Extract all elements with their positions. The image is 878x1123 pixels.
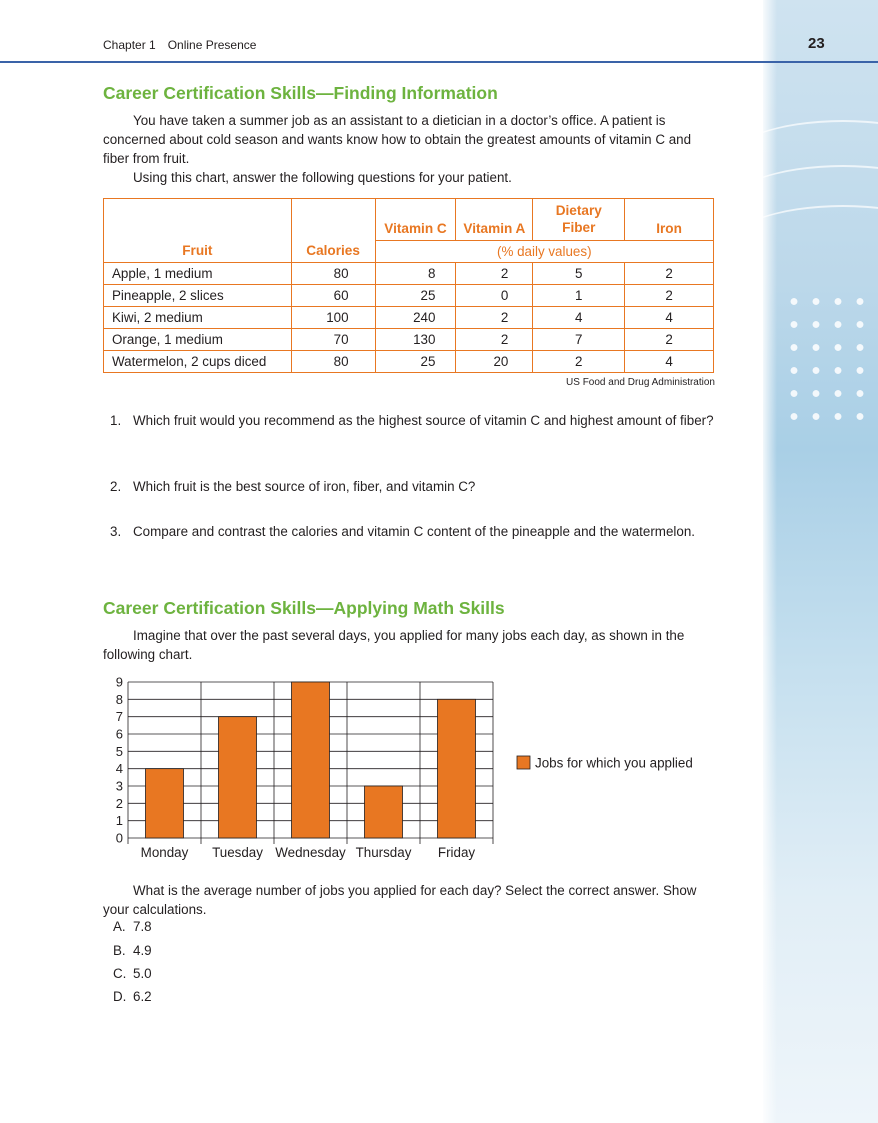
answer-option-a[interactable]	[113, 919, 152, 934]
cell-vitamin-a: 2	[456, 307, 533, 329]
cell-iron: 4	[625, 307, 714, 329]
math-question-text: What is the average number of jobs you applied for each day? Select the correct answer. Show your calculations.	[103, 883, 697, 917]
intro-text: You have taken a summer job as an assistant to a dietician in a doctor’s office. A patient is concerned about cold season and wants know how to obtain the greatest amounts of vitamin C and fiber from fruit.	[103, 113, 692, 166]
cell-iron: 4	[625, 351, 714, 373]
cell-fiber: 7	[533, 329, 625, 351]
intro-paragraph	[103, 111, 718, 168]
question-2	[110, 477, 720, 496]
answer-option-c[interactable]	[113, 966, 152, 981]
cell-vitamin-c: 8	[375, 263, 456, 285]
x-axis-ticks	[141, 845, 476, 860]
col-header-fruit: Fruit	[104, 199, 292, 263]
answer-option-b[interactable]	[113, 943, 152, 958]
y-tick-label: 4	[115, 761, 123, 777]
cell-fiber: 1	[533, 285, 625, 307]
math-intro-paragraph	[103, 626, 718, 664]
question-text: Which fruit is the best source of iron, fiber, and vitamin C?	[133, 479, 476, 494]
y-tick-label: 9	[115, 674, 123, 690]
table-source-credit: US Food and Drug Administration	[566, 377, 715, 388]
question-number: 3.	[110, 524, 122, 539]
question-text: Compare and contrast the calories and vitamin C content of the pineapple and the watermelon.	[133, 524, 695, 539]
question-number: 2.	[110, 479, 122, 494]
y-tick-label: 6	[115, 726, 123, 742]
x-tick-label: Friday	[437, 845, 476, 860]
cell-vitamin-c: 25	[375, 351, 456, 373]
option-value: 6.2	[133, 989, 152, 1004]
y-tick-label: 2	[115, 795, 123, 811]
cell-vitamin-a: 2	[456, 263, 533, 285]
cell-vitamin-c: 25	[375, 285, 456, 307]
cell-fiber: 2	[533, 351, 625, 373]
math-intro-text: Imagine that over the past several days, you applied for many jobs each day, as shown in the following chart.	[103, 628, 685, 662]
y-tick-label: 7	[115, 709, 123, 725]
cell-vitamin-c: 130	[375, 329, 456, 351]
header-rule	[0, 61, 878, 63]
cell-fruit: Pineapple, 2 slices	[104, 285, 292, 307]
col-header-calories: Calories	[291, 199, 375, 263]
y-tick-label: 5	[115, 743, 123, 759]
bar-thursday	[365, 786, 403, 838]
jobs-bar-chart	[100, 672, 720, 864]
table-row	[104, 329, 714, 351]
answer-option-d[interactable]	[113, 989, 152, 1004]
option-value: 7.8	[133, 919, 152, 934]
cell-vitamin-a: 2	[456, 329, 533, 351]
cell-fiber: 5	[533, 263, 625, 285]
cell-calories: 70	[291, 329, 375, 351]
chapter-label: Chapter 1	[103, 38, 156, 52]
cell-iron: 2	[625, 285, 714, 307]
cell-fruit: Kiwi, 2 medium	[104, 307, 292, 329]
decorative-dots	[783, 290, 878, 420]
cell-calories: 80	[291, 351, 375, 373]
col-header-fiber-line-2: Fiber	[562, 220, 596, 235]
section-heading-applying-math-skills: Career Certification Skills—Applying Math Skills	[103, 598, 505, 618]
col-header-fiber-line-1: Dietary	[555, 203, 602, 218]
cell-vitamin-c: 240	[375, 307, 456, 329]
cell-iron: 2	[625, 329, 714, 351]
option-letter: D.	[113, 989, 127, 1004]
cell-fruit: Apple, 1 medium	[104, 263, 292, 285]
table-row	[104, 307, 714, 329]
question-1	[110, 411, 720, 430]
question-text: Which fruit would you recommend as the highest source of vitamin C and highest amount of fiber?	[133, 413, 714, 428]
x-tick-label: Thursday	[355, 845, 412, 860]
y-tick-label: 3	[115, 778, 123, 794]
col-header-iron: Iron	[625, 199, 714, 241]
table-row	[104, 351, 714, 373]
bar-friday	[438, 699, 476, 838]
cell-vitamin-a: 20	[456, 351, 533, 373]
y-tick-label: 8	[115, 691, 123, 707]
option-letter: B.	[113, 943, 126, 958]
cell-iron: 2	[625, 263, 714, 285]
daily-values-unit-label: (% daily values)	[375, 241, 713, 263]
x-tick-label: Wednesday	[275, 845, 346, 860]
option-letter: A.	[113, 919, 126, 934]
question-3	[110, 522, 720, 541]
x-tick-label: Tuesday	[212, 845, 263, 860]
chart-legend	[517, 756, 693, 771]
question-number: 1.	[110, 413, 122, 428]
cell-calories: 100	[291, 307, 375, 329]
y-tick-label: 0	[115, 830, 123, 846]
option-value: 4.9	[133, 943, 152, 958]
decorative-side-band	[763, 0, 878, 1123]
option-letter: C.	[113, 966, 127, 981]
nutrition-table	[103, 198, 714, 373]
col-header-vitamin-a: Vitamin A	[456, 199, 533, 241]
cell-fiber: 4	[533, 307, 625, 329]
instruction-text: Using this chart, answer the following questions for your patient.	[133, 170, 512, 185]
math-question-paragraph	[103, 881, 718, 919]
col-header-dietary-fiber	[533, 199, 625, 241]
section-label: Online Presence	[167, 38, 257, 52]
cell-fruit: Orange, 1 medium	[104, 329, 292, 351]
col-header-vitamin-c: Vitamin C	[375, 199, 456, 241]
cell-vitamin-a: 0	[456, 285, 533, 307]
decorative-swoosh	[763, 205, 878, 295]
bar-wednesday	[292, 682, 330, 838]
legend-swatch	[517, 756, 530, 769]
running-header	[103, 38, 256, 52]
table-row	[104, 263, 714, 285]
y-axis-ticks	[116, 675, 123, 846]
option-value: 5.0	[133, 966, 152, 981]
cell-calories: 80	[291, 263, 375, 285]
section-heading-finding-information: Career Certification Skills—Finding Information	[103, 83, 498, 103]
bar-monday	[146, 769, 184, 838]
table-row	[104, 285, 714, 307]
bar-tuesday	[219, 717, 257, 838]
chart-bars	[146, 682, 476, 838]
cell-fruit: Watermelon, 2 cups diced	[104, 351, 292, 373]
instruction-paragraph	[103, 168, 718, 187]
legend-label: Jobs for which you applied	[535, 755, 693, 771]
y-tick-label: 1	[115, 813, 123, 829]
page-number: 23	[808, 35, 825, 52]
cell-calories: 60	[291, 285, 375, 307]
x-tick-label: Monday	[140, 845, 189, 860]
